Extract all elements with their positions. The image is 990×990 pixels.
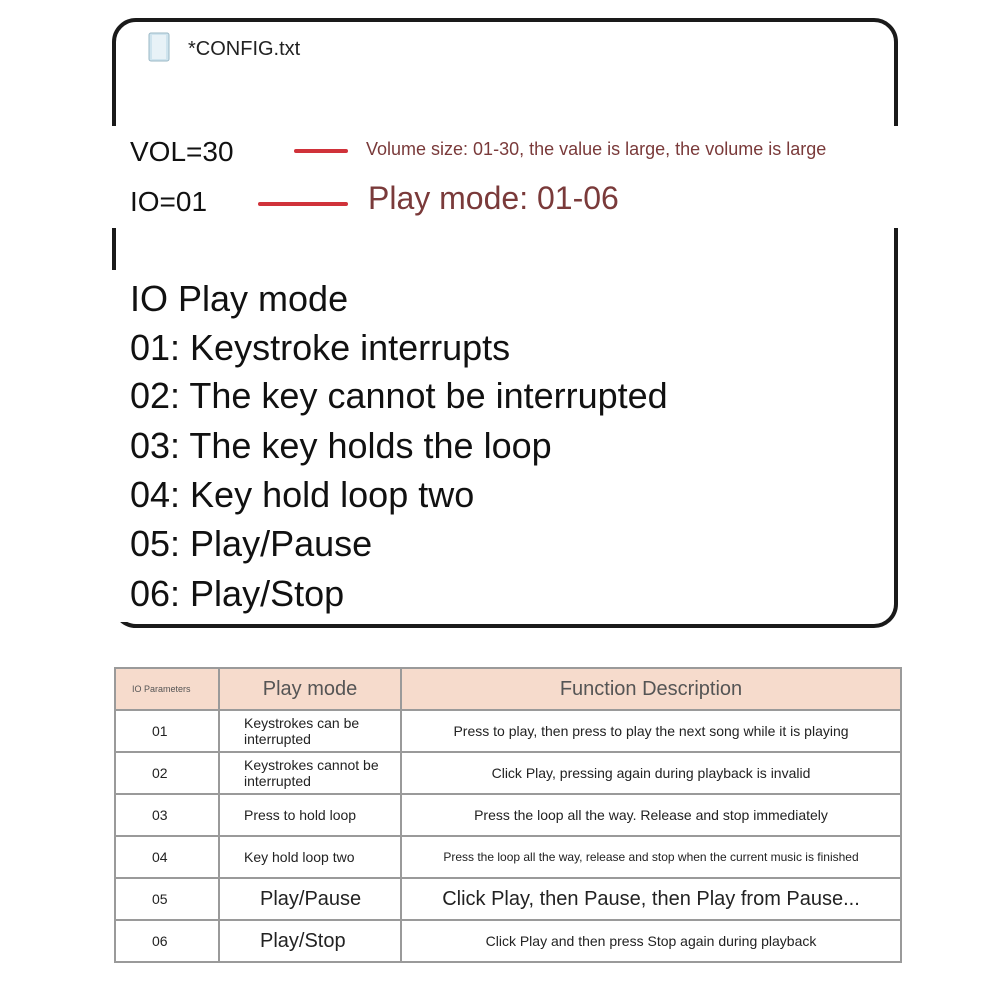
header-function-description: Function Description <box>401 668 901 710</box>
table-row <box>115 794 901 836</box>
row-description: Press to play, then press to play the next song while it is playing <box>401 710 901 752</box>
row-id: 01 <box>115 710 219 752</box>
table-row <box>115 710 901 752</box>
table-row <box>115 752 901 794</box>
io-note: Play mode: 01-06 <box>368 180 619 216</box>
mode-list-item: 02: The key cannot be interrupted <box>130 375 668 416</box>
table-row <box>115 878 901 920</box>
text-file-icon <box>148 32 172 62</box>
row-description: Press the loop all the way, release and stop when the current music is finished <box>401 836 901 878</box>
vol-note: Volume size: 01-30, the value is large, the volume is large <box>366 139 827 159</box>
io-pointer-line <box>258 202 348 206</box>
header-parameters: IO Parameters <box>115 668 219 710</box>
table-row <box>115 920 901 962</box>
mode-list-heading: IO Play mode <box>130 278 349 319</box>
row-id: 05 <box>115 878 219 920</box>
play-mode-table <box>114 667 902 963</box>
vol-setting: VOL=30 <box>130 136 234 167</box>
row-id: 04 <box>115 836 219 878</box>
header-play-mode: Play mode <box>219 668 401 710</box>
row-mode: Key hold loop two <box>219 836 401 878</box>
row-mode: Press to hold loop <box>219 794 401 836</box>
mode-list-item: 03: The key holds the loop <box>130 425 552 466</box>
row-mode: Play/Pause <box>219 878 401 920</box>
mode-list-item: 01: Keystroke interrupts <box>130 327 511 368</box>
row-description: Click Play and then press Stop again during playback <box>401 920 901 962</box>
table-row <box>115 836 901 878</box>
vol-pointer-line <box>294 149 348 153</box>
mode-list-item: 04: Key hold loop two <box>130 474 475 515</box>
row-id: 03 <box>115 794 219 836</box>
mode-list-item: 06: Play/Stop <box>130 573 345 614</box>
row-description: Click Play, then Pause, then Play from Pause... <box>401 878 901 920</box>
file-name: *CONFIG.txt <box>188 38 301 60</box>
io-setting: IO=01 <box>130 186 208 217</box>
mode-list-item: 05: Play/Pause <box>130 523 373 564</box>
row-description: Click Play, pressing again during playback is invalid <box>401 752 901 794</box>
row-mode: Play/Stop <box>219 920 401 962</box>
row-mode: Keystrokes cannot be interrupted <box>219 752 401 794</box>
row-mode: Keystrokes can be interrupted <box>219 710 401 752</box>
row-id: 02 <box>115 752 219 794</box>
table-header-row <box>115 668 901 710</box>
row-description: Press the loop all the way. Release and stop immediately <box>401 794 901 836</box>
row-id: 06 <box>115 920 219 962</box>
